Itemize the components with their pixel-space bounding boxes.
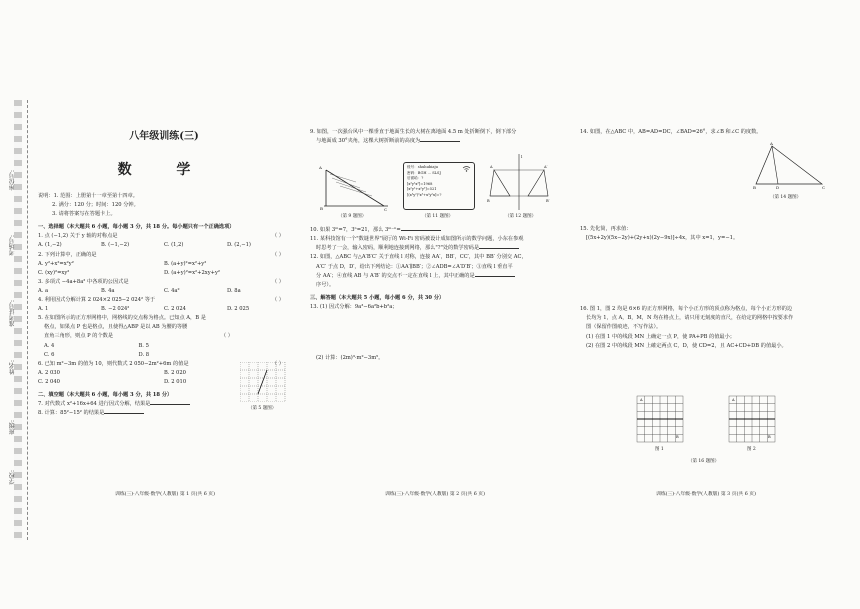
- answer-blank[interactable]: [150, 404, 190, 405]
- question-8: 8. 计算：85²−15² 的结果是: [38, 410, 105, 417]
- question-15: 15. 先化简，再求值：: [580, 226, 632, 233]
- option: C. (1,2): [164, 242, 184, 249]
- option: C. 2 024: [164, 306, 186, 313]
- question-15-line: [(5x+2y)(5x−2y)+(2y+x)(2y−9x)]÷4x，其中 x=1，y=−1。: [586, 235, 739, 242]
- option: A. 4: [44, 342, 55, 349]
- note-line: 3. 请将答案写在答题卡上。: [52, 211, 116, 218]
- answer-paren: （ ）: [271, 278, 284, 285]
- figure-q5-grid: [240, 362, 286, 402]
- svg-text:A: A: [732, 398, 735, 402]
- question-12-line: A′C′ 于点 D，D′，给出下列结论：①AA′∥BB′；②∠ADB=∠A′D′B′；③直线 l 垂直平: [316, 263, 513, 270]
- figure-caption: （第 14 题图）: [770, 195, 802, 200]
- svg-text:B: B: [676, 435, 679, 439]
- option: C. (xy)²=xy²: [38, 269, 70, 276]
- svg-text:B: B: [487, 199, 490, 203]
- svg-text:B: B: [320, 206, 323, 211]
- question-16-line: (2) 在图 2 中的线段 MN 上確定两点 C，D，使 CD=2，且 AC+CD+DB 的值最小。: [586, 342, 787, 349]
- section-heading: 三、解答题（本大题共 5 小题，每小题 6 分，共 30 分）: [310, 294, 445, 301]
- question-5-line: 直角三角形，则点 P 的个数是: [44, 333, 114, 340]
- question-6: 6. 已知 m²−3m 的值为 10，则代数式 2 050−2m²+6m 的值是: [38, 360, 189, 367]
- wifi-icon: [462, 165, 471, 172]
- option: D. (a+y)²=x²+2xy+y²: [164, 269, 220, 276]
- options: [38, 241, 290, 250]
- option: D. 2 025: [227, 306, 250, 313]
- answer-paren: （ ）: [271, 251, 284, 258]
- section-heading: 一、选择题（本大题共 6 小题，每小题 3 分，共 18 分。每小题只有一个正确选项）: [38, 224, 235, 231]
- question-10: 10. 如果 3ᵐ=7，3ⁿ=21，那么 3ᵐ⁻ⁿ=: [310, 227, 401, 234]
- option: A. a: [38, 287, 49, 294]
- wifi-line: [(x³y²)²x³+x²y²x]=?: [407, 192, 442, 197]
- question-11-line: 时思考了一会，输入密码，顺利地连接到网络，那么"?"处的数学密码是: [316, 245, 480, 252]
- answer-blank[interactable]: [479, 248, 519, 249]
- question-1: 1. 点 (−1,2) 关于 y 轴的对称点是: [38, 233, 118, 240]
- question-13-1: 13. (1) 因式分解：9a³−6a²b+b²a；: [310, 303, 398, 310]
- option: D. 8a: [227, 287, 241, 294]
- option: B. 2 020: [164, 369, 186, 376]
- option: B. 5: [138, 342, 149, 349]
- note-line: 说明：1. 范围：上册第十一章至第十四章。: [38, 193, 138, 199]
- option: C. 2 040: [38, 378, 60, 385]
- option: B. −2 024²: [101, 306, 130, 313]
- binding-field: 学校:: [9, 470, 16, 485]
- figure-label: 图 1: [655, 447, 664, 452]
- svg-text:l: l: [521, 154, 523, 159]
- svg-text:A: A: [770, 141, 773, 146]
- question-16-line: 图（保留作图痕迹，不写作法）。: [586, 324, 662, 331]
- question-3: 3. 多项式 −4a+8a² 中各项的公因式是: [38, 278, 129, 285]
- answer-blank[interactable]: [104, 413, 144, 414]
- question-16-line: (1) 在图 1 中的线段 MN 上确定一点 P，使 PA+PB 的值最小；: [586, 333, 735, 340]
- page-footer: 训练(三)·八年级·数学(人教版) 第 2 页(共 6 页): [385, 492, 485, 497]
- binding-field: 准考证号:: [9, 300, 16, 327]
- binding-field: 考场号:: [9, 235, 16, 256]
- question-11: 11. 某科技馆有一个"数谜世界"展厅的 Wi-Fi 密码被设计成如图所示的数学问题，小东在参观: [310, 236, 524, 243]
- binding-field: 班级:: [9, 420, 16, 435]
- question-12: 12. 如图，△ABC 与△A′B′C′ 关于直线 l 对称，连接 AA′，BB′，CC′，其中 BB′ 分别交 AC，: [310, 254, 527, 261]
- svg-text:A: A: [319, 165, 322, 170]
- wifi-line: 后面给：?: [407, 176, 424, 181]
- question-13-2: (2) 计算：(2m)³·m²−3m⁵。: [316, 355, 384, 362]
- svg-text:B: B: [753, 185, 756, 190]
- option: A. 2 030: [38, 369, 60, 376]
- option: B. 4a: [101, 287, 115, 294]
- page-footer: 训练(三)·八年级·数学(人教版) 第 1 页(共 6 页): [115, 492, 215, 497]
- question-16: 16. 图 1，图 2 均是 6×6 的正方形网格，每个小正方形的顶点称为格点，每个小正方形的边: [580, 306, 793, 313]
- answer-blank[interactable]: [475, 276, 515, 277]
- question-9: 9. 如图，一次强台风中一棵垂直于地面生长的大树在离地面 4.5 m 处折断倒下，倒下部分: [310, 129, 517, 135]
- option: A. y²+x²=x²y²: [38, 260, 74, 267]
- wifi-line: 密码：BGH ... SLSJ: [407, 170, 441, 175]
- option: B. (a+y)²=x²+y²: [164, 260, 207, 267]
- exam-title: 八年级训练(三): [129, 131, 199, 142]
- note-line: 2. 满分：120 分；时间：120 分钟。: [52, 202, 139, 209]
- question-12-line: 分 AA′；④直线 AB 与 A′B′ 的交点不一定在直线 l 上，其中正确的是: [316, 272, 475, 279]
- page-3: [580, 100, 832, 351]
- option: D. 8: [138, 351, 150, 358]
- figure-caption: （第 11 题图）: [422, 214, 454, 219]
- svg-text:A: A: [640, 398, 643, 402]
- option: A. 1: [38, 306, 49, 313]
- answer-blank[interactable]: [401, 230, 441, 231]
- question-7: 7. 对代数式 x²+16x+64 进行因式分解，结果是: [38, 401, 151, 408]
- answer-paren: （ ）: [220, 333, 233, 340]
- figure-caption: （第 5 题图）: [248, 406, 277, 411]
- figure-caption: （第 9 题图）: [338, 214, 367, 219]
- svg-text:B′: B′: [546, 199, 550, 203]
- binding-field: 姓名:: [9, 360, 16, 375]
- option: D. (2,−1): [227, 242, 251, 249]
- option: A. (1,−2): [38, 242, 62, 249]
- figure-q14-triangle: [752, 140, 828, 190]
- figure-caption: （第 12 题图）: [505, 214, 537, 219]
- question-5-line: 格点，如果点 P 也是格点，且使得△ABP 是以 AB 为腰的等腰: [44, 324, 188, 331]
- page-2: [310, 100, 560, 363]
- figure-caption: （第 16 题图）: [688, 459, 720, 464]
- binding-field: 座位号:: [9, 170, 16, 191]
- answer-paren: （ ）: [271, 297, 284, 304]
- wifi-line: [x³y²x³]=1968: [407, 181, 433, 186]
- figure-q9-tree: [316, 160, 392, 212]
- answer-paren: （ ）: [271, 360, 284, 367]
- option: C. 4a²: [164, 287, 180, 294]
- subject-title: 数 学: [117, 161, 211, 178]
- question-4: 4. 利用因式分解计算 2 024×2 025−2 024² 等于: [38, 297, 156, 304]
- figure-label: 图 2: [747, 447, 756, 452]
- svg-text:A: A: [490, 165, 493, 169]
- svg-text:D: D: [776, 185, 780, 190]
- svg-text:B: B: [768, 435, 771, 439]
- figure-q12-symmetry: [486, 152, 552, 212]
- option: C. 6: [44, 351, 55, 358]
- question-16-line: 长均为 1，点 A，B，M，N 均在格点上，请只用无刻度的直尺，在给定的网格中按要求作: [586, 315, 794, 322]
- question-2: 2. 下列计算中，正确的是: [38, 251, 97, 258]
- section-heading: 二、填空题（本大题共 6 小题，每小题 3 分，共 18 分）: [38, 391, 173, 398]
- page-footer: 训练(三)·八年级·数学(人教版) 第 3 页(共 6 页): [656, 492, 756, 497]
- wifi-line: 账号：shuhubiaju: [407, 165, 438, 169]
- svg-text:C: C: [384, 207, 388, 212]
- question-14: 14. 如图，在△ABC 中，AB=AD=DC，∠BAD=26°，求∠B 和∠C 的度数。: [580, 129, 762, 135]
- answer-paren: （ ）: [271, 233, 284, 240]
- question-9-line: 与地面成 30°夹角，这棵大树折断前的高度为: [316, 138, 421, 145]
- figure-q16-grid-2: [728, 395, 776, 443]
- option: D. 2 010: [164, 378, 187, 385]
- svg-text:C: C: [822, 185, 826, 190]
- answer-blank[interactable]: [420, 141, 460, 142]
- question-5: 5. 在如图所示的正方形网格中，网格线的交点称为格点。已知点 A，B 是: [38, 315, 206, 322]
- option: B. (−1,−2): [101, 242, 130, 249]
- figure-q16-grid-1: [636, 395, 684, 443]
- wifi-password-card: [403, 162, 475, 210]
- svg-text:A′: A′: [544, 165, 548, 169]
- wifi-line: [x²y²+x²y²]=521: [407, 187, 437, 192]
- question-12-line: 序号）。: [316, 281, 335, 288]
